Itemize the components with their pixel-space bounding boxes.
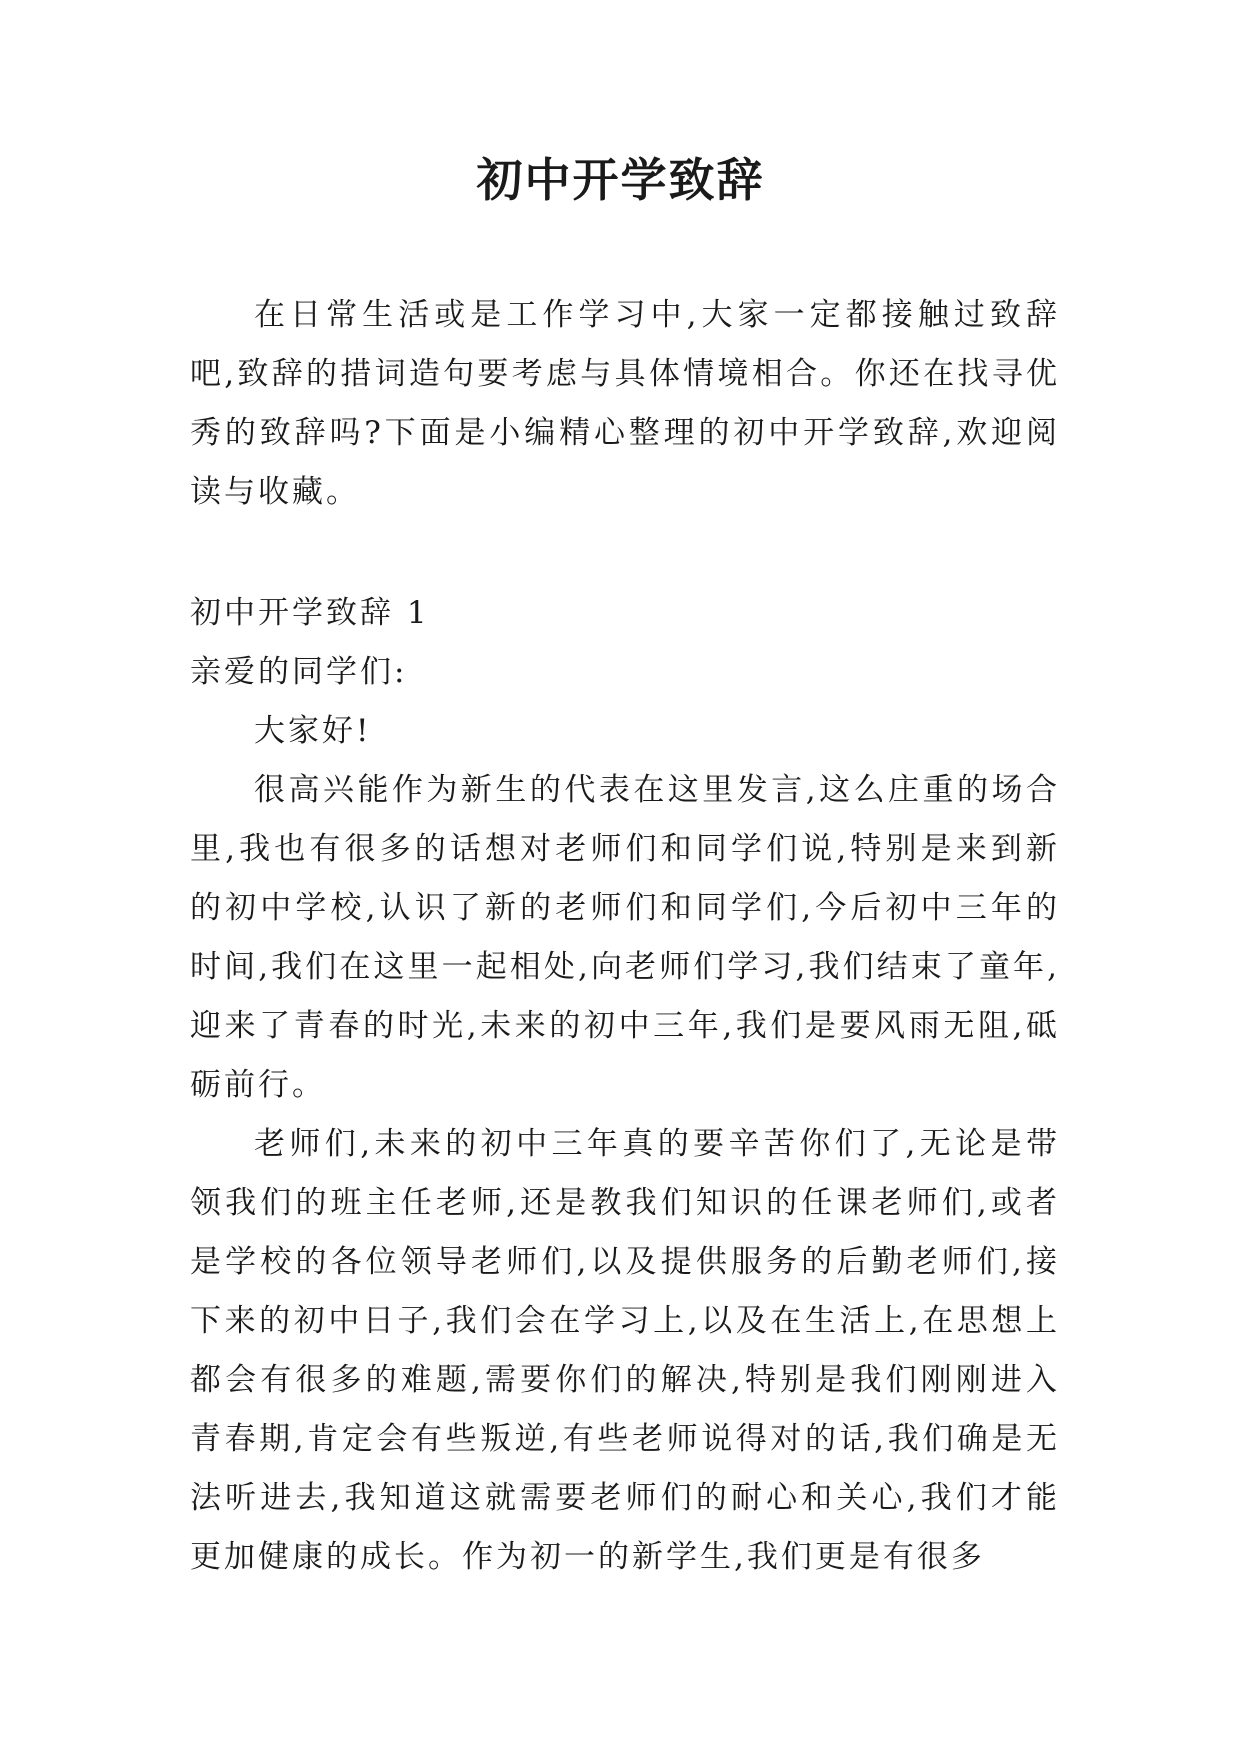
document-body xyxy=(190,286,1060,1587)
salutation: 亲爱的同学们: xyxy=(190,654,408,690)
body-paragraph: 老师们,未来的初中三年真的要辛苦你们了,无论是带领我们的班主任老师,还是教我们知识的任课老师们,或者是学校的各位领导老师们,以及提供服务的后勤老师们,接下来的初中日子,我们会在学习上,以及在生活上,在思想上都会有很多的难题,需要你们的解决,特别是我们刚刚进入青春期,肯定会有些叛逆,有些老师说得对的话,我们确是无法听进去,我知道这就需要老师们的耐心和关心,我们才能更加健康的成长。作为初一的新学生,我们更是有很多 xyxy=(190,1126,1060,1575)
section-heading: 初中开学致辞 1 xyxy=(190,595,430,631)
document-title: 初中开学致辞 xyxy=(476,153,765,207)
intro-paragraph: 在日常生活或是工作学习中,大家一定都接触过致辞吧,致辞的措词造句要考虑与具体情境相合。你还在找寻优秀的致辞吗?下面是小编精心整理的初中开学致辞,欢迎阅读与收藏。 xyxy=(190,297,1060,510)
body-paragraph: 很高兴能作为新生的代表在这里发言,这么庄重的场合里,我也有很多的话想对老师们和同学们说,特别是来到新的初中学校,认识了新的老师们和同学们,今后初中三年的时间,我们在这里一起相处,向老师们学习,我们结束了童年,迎来了青春的时光,未来的初中三年,我们是要风雨无阻,砥砺前行。 xyxy=(190,772,1060,1103)
greeting: 大家好! xyxy=(254,713,372,749)
